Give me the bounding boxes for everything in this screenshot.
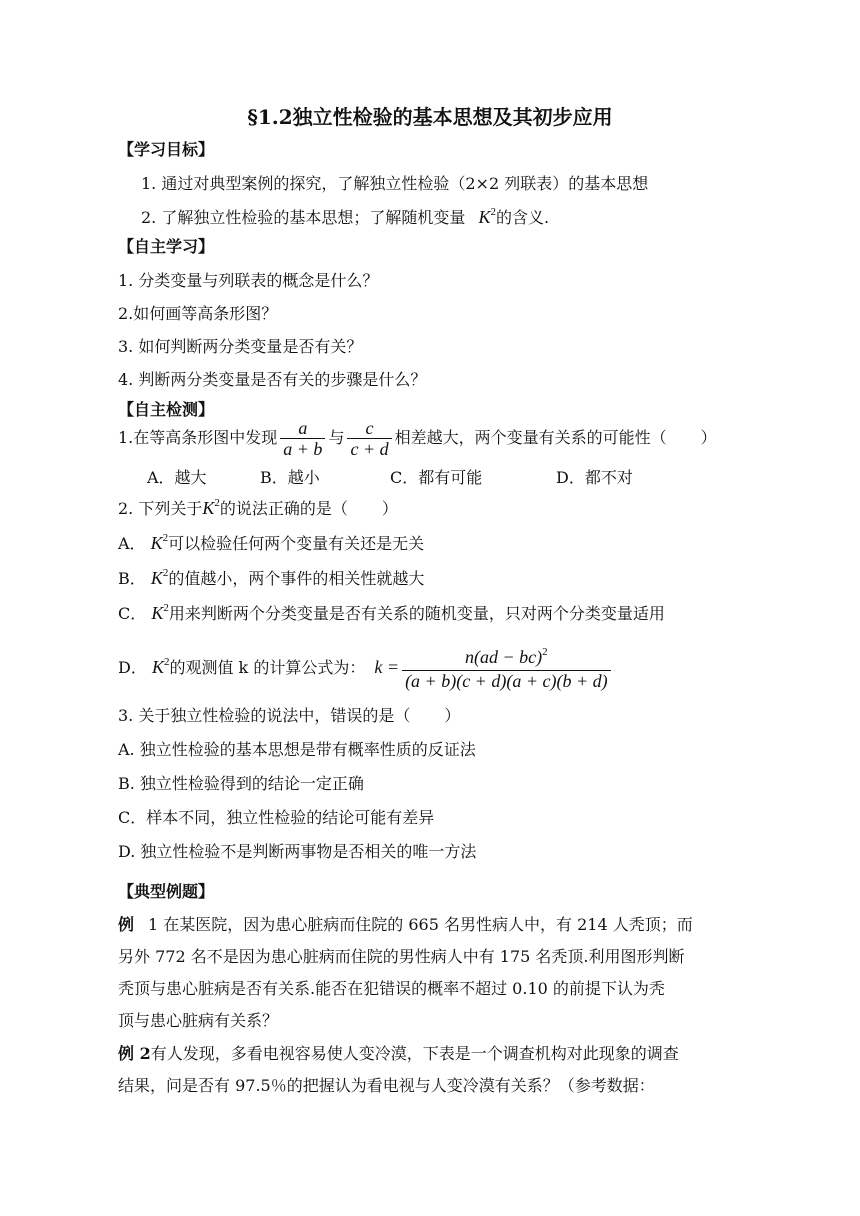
k-squared-symbol: $K^2$ (150, 567, 169, 588)
q2-prefix: 2. 下列关于 (118, 499, 203, 518)
goal-item-2-tail: 的含义. (495, 208, 550, 227)
question-2 (118, 497, 398, 522)
q3-option-a: A. 独立性检验的基本思想是带有概率性质的反证法 (118, 740, 476, 759)
q2-suffix: 的说法正确的是（ (219, 499, 348, 518)
example-1-line-1: 例 1 在某医院，因为患心脏病而住院的 665 名男性病人中，有 214 人秃顶；而 (118, 915, 693, 934)
q1-suffix: 相差越大，两个变量有关系的可能性（ (394, 428, 667, 447)
study-item-3: 3. 如何判断两分类变量是否有关？ (118, 337, 363, 356)
q2-option-b: B． $K^2$的值越小，两个事件的相关性就越大 (118, 567, 425, 588)
q3-stem: 3. 关于独立性检验的说法中，错误的是（ (118, 706, 411, 725)
fraction-c-over-c-plus-d: $\frac{c}{c + d}$ (347, 418, 391, 459)
chi-square-formula: $\frac{n(ad - bc)^2}{(a + b)(c + d)(a + c)(b + d)}$ (402, 647, 611, 691)
k-squared-symbol: $K^2$ (478, 206, 496, 227)
example-1-line-2: 另外 772 名不是因为患心脏病而住院的男性病人中有 175 名秃顶.利用图形判断 (118, 947, 685, 966)
q3-option-d: D. 独立性检验不是判断两事物是否相关的唯一方法 (118, 842, 477, 861)
page-title: §1.2独立性检验的基本思想及其初步应用 (247, 105, 613, 129)
q2-option-a: A． $K^2$可以检验任何两个变量有关还是无关 (118, 532, 425, 553)
k-squared-symbol: $K^2$ (150, 532, 169, 553)
goals-heading: 【学习目标】 (118, 140, 215, 159)
q2-close: ） (381, 499, 398, 518)
k-squared-symbol: $K^2$ (151, 656, 170, 677)
q1-options (147, 467, 633, 489)
question-3 (118, 705, 460, 727)
self-study-heading: 【自主学习】 (118, 237, 215, 256)
goal-item-1: 1. 通过对典型案例的探究，了解独立性检验（2×2 列联表）的基本思想 (141, 174, 649, 193)
q2-option-c: C． $K^2$用来判断两个分类变量是否有关系的随机变量，只对两个分类变量适用 (118, 602, 665, 623)
q1-prefix: 1.在等高条形图中发现 (118, 428, 278, 447)
q1-close: ） (700, 428, 717, 447)
goal-item-2-text: 2. 了解独立性检验的基本思想；了解随机变量 (141, 208, 466, 227)
q1-option-c: C．都有可能 (390, 468, 483, 487)
q3-option-b: B. 独立性检验得到的结论一定正确 (118, 774, 364, 793)
goal-item-2 (141, 206, 549, 231)
k-squared-symbol: $K^2$ (151, 602, 169, 623)
q1-option-a: A．越大 (147, 468, 207, 487)
example-2-line-2: 结果，问是否有 97.5％的把握认为看电视与人变冷漠有关系？（参考数据： (118, 1076, 655, 1095)
examples-heading: 【典型例题】 (118, 882, 215, 901)
q1-option-b: B．越小 (260, 468, 320, 487)
study-item-2: 2.如何画等高条形图？ (118, 304, 278, 323)
question-1 (118, 417, 717, 459)
fraction-a-over-a-plus-b: $\frac{a}{a + b}$ (280, 418, 325, 459)
study-item-1: 1. 分类变量与列联表的概念是什么？ (118, 271, 379, 290)
example-1-line-4: 顶与患心脏病有关系？ (118, 1011, 279, 1030)
example-2-line-1: 例 2有人发现，多看电视容易使人变冷漠，下表是一个调查机构对此现象的调查 (118, 1044, 679, 1063)
q2-option-d: D． $K^2$的观测值 k 的计算公式为： k = $\frac{n(ad - bc)^2}{(a + b)(c + d)(a + c)(b + d)}$ (118, 645, 614, 692)
example-1-line-3: 秃顶与患心脏病是否有关系.能否在犯错误的概率不超过 0.10 的前提下认为秃 (118, 979, 665, 998)
k-squared-symbol: $K^2$ (202, 497, 220, 518)
example-1-label: 例 (118, 915, 135, 934)
example-2-label: 例 2 (118, 1044, 151, 1063)
q1-option-d: D．都不对 (556, 468, 633, 487)
self-check-heading: 【自主检测】 (118, 400, 215, 419)
q1-mid: 与 (328, 428, 345, 447)
study-item-4: 4. 判断两分类变量是否有关的步骤是什么？ (118, 370, 427, 389)
q3-close: ） (444, 706, 461, 725)
q3-option-c: C．样本不同，独立性检验的结论可能有差异 (118, 808, 435, 827)
formula-lhs: k = (374, 657, 400, 677)
